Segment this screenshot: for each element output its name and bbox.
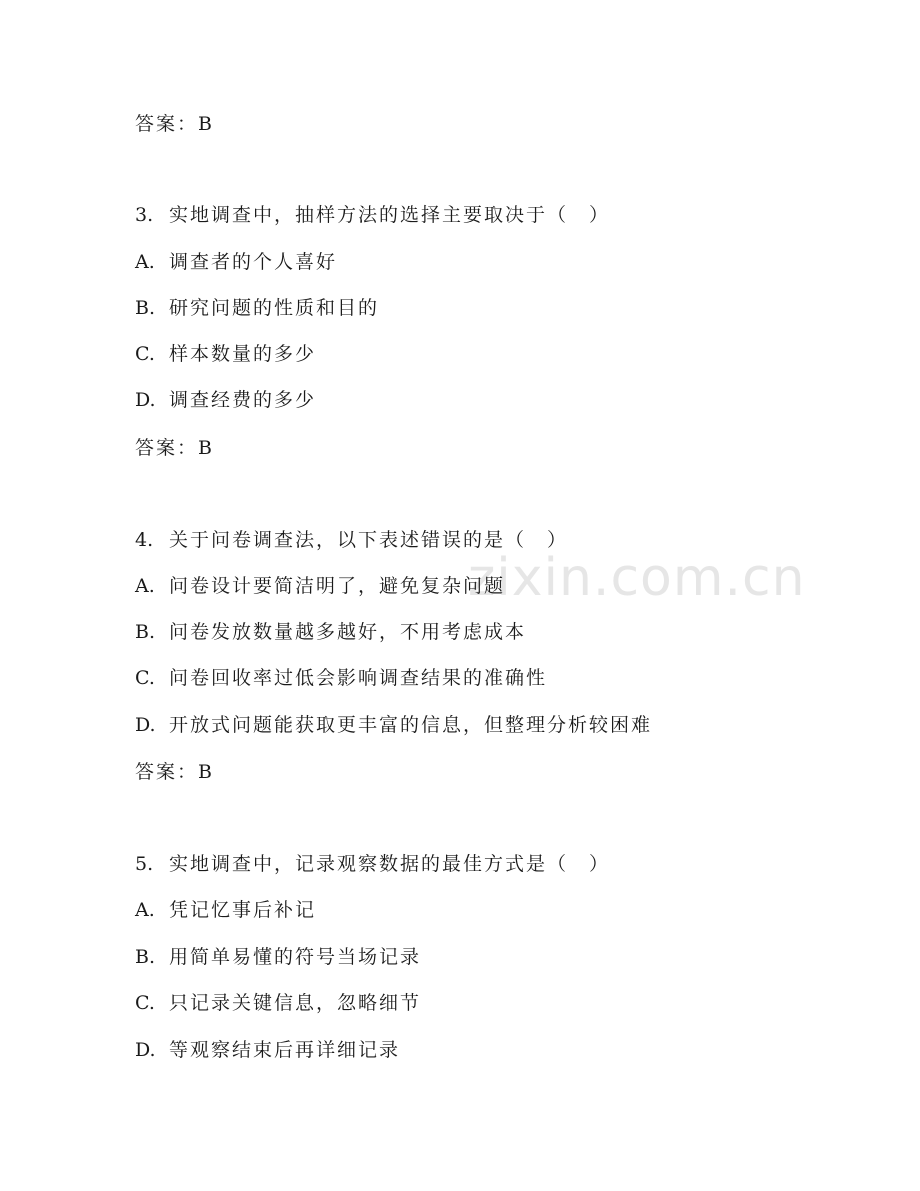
option-letter: B. bbox=[135, 946, 156, 968]
option-letter: B. bbox=[135, 297, 156, 319]
q4-option-a bbox=[135, 574, 505, 598]
option-text: 研究问题的性质和目的 bbox=[169, 297, 380, 319]
question-number: 4. bbox=[135, 529, 154, 551]
option-letter: A. bbox=[135, 575, 155, 597]
q5-option-d bbox=[135, 1038, 400, 1062]
q4-option-c bbox=[135, 666, 547, 690]
watermark: zixin.com.cn bbox=[468, 548, 806, 608]
option-letter: A. bbox=[135, 899, 155, 921]
option-letter: C. bbox=[135, 667, 155, 689]
option-letter: D. bbox=[135, 389, 156, 411]
option-letter: C. bbox=[135, 992, 155, 1014]
option-letter: A. bbox=[135, 251, 155, 273]
option-text: 开放式问题能获取更丰富的信息，但整理分析较困难 bbox=[169, 714, 653, 736]
q5-option-a bbox=[135, 898, 316, 922]
option-letter: C. bbox=[135, 343, 155, 365]
option-text: 用简单易懂的符号当场记录 bbox=[169, 946, 422, 968]
q3-answer: 答案：B bbox=[135, 437, 214, 459]
q3-option-d bbox=[135, 388, 316, 412]
question-number: 3. bbox=[135, 204, 154, 226]
option-text: 调查者的个人喜好 bbox=[169, 251, 338, 273]
question-text: 关于问卷调查法，以下表述错误的是（ ） bbox=[169, 529, 569, 551]
q4-option-d bbox=[135, 713, 652, 737]
question-5 bbox=[135, 852, 610, 876]
question-number: 5. bbox=[135, 853, 154, 875]
option-text: 只记录关键信息，忽略细节 bbox=[169, 992, 422, 1014]
option-text: 调查经费的多少 bbox=[169, 389, 317, 411]
q5-option-b bbox=[135, 945, 421, 969]
option-text: 问卷发放数量越多越好，不用考虑成本 bbox=[169, 621, 527, 643]
question-3 bbox=[135, 203, 610, 227]
question-4 bbox=[135, 528, 568, 552]
q3-option-b bbox=[135, 296, 379, 320]
q4-option-b bbox=[135, 620, 526, 644]
option-text: 问卷设计要简洁明了，避免复杂问题 bbox=[169, 575, 506, 597]
q5-option-c bbox=[135, 991, 421, 1015]
option-text: 等观察结束后再详细记录 bbox=[169, 1039, 401, 1061]
option-text: 问卷回收率过低会影响调查结果的准确性 bbox=[169, 667, 548, 689]
q3-option-a bbox=[135, 250, 337, 274]
answer-previous: 答案：B bbox=[135, 113, 214, 135]
option-letter: D. bbox=[135, 1039, 156, 1061]
option-letter: B. bbox=[135, 621, 156, 643]
option-text: 凭记忆事后补记 bbox=[169, 899, 317, 921]
question-text: 实地调查中，抽样方法的选择主要取决于（ ） bbox=[169, 204, 611, 226]
question-text: 实地调查中，记录观察数据的最佳方式是（ ） bbox=[169, 853, 611, 875]
q3-option-c bbox=[135, 342, 316, 366]
option-text: 样本数量的多少 bbox=[169, 343, 317, 365]
option-letter: D. bbox=[135, 714, 156, 736]
q4-answer: 答案：B bbox=[135, 761, 214, 783]
